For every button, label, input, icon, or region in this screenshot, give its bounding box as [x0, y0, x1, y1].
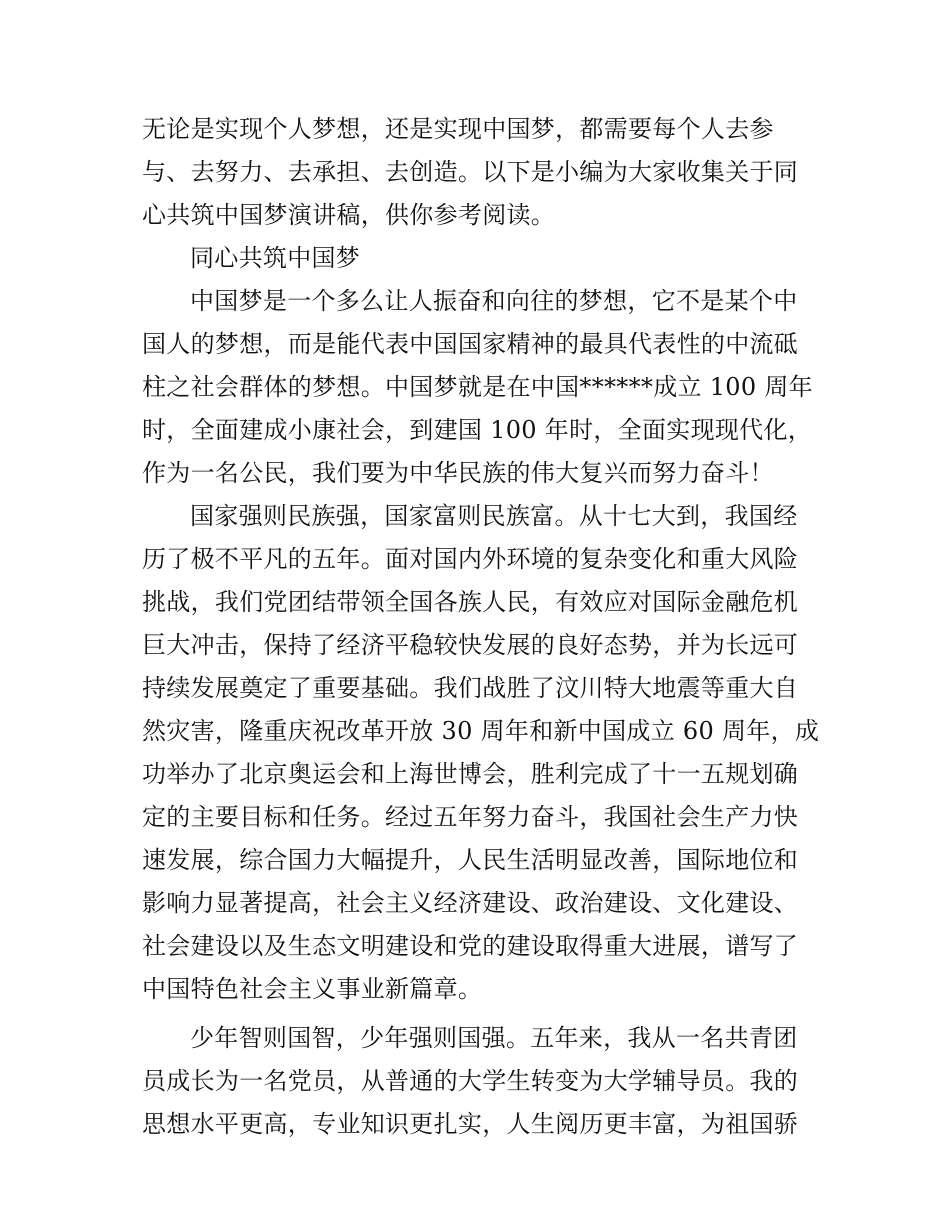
text-line: 中国特色社会主义事业新篇章。	[142, 975, 483, 1003]
text-line: 定的主要目标和任务。经过五年努力奋斗，我国社会生产力快	[142, 803, 799, 831]
text-line: 巨大冲击，保持了经济平稳较快发展的良好态势，并为长远可	[142, 631, 799, 659]
text-line: 然灾害，隆重庆祝改革开放 30 周年和新中国成立 60 周年，成	[142, 717, 820, 745]
text-line: 社会建设以及生态文明建设和党的建设取得重大进展，谱写了	[142, 932, 799, 960]
text-line: 时，全面建成小康社会，到建国 100 年时，全面实现现代化，	[142, 416, 813, 444]
text-line: 功举办了北京奥运会和上海世博会，胜利完成了十一五规划确	[142, 760, 799, 788]
text-line: 国人的梦想，而是能代表中国国家精神的最具代表性的中流砥	[142, 330, 799, 358]
text-line: 与、去努力、去承担、去创造。以下是小编为大家收集关于同	[142, 158, 799, 186]
text-line: 作为一名公民，我们要为中华民族的伟大复兴而努力奋斗！	[142, 459, 774, 487]
text-line: 挑战，我们党团结带领全国各族人民，有效应对国际金融危机	[142, 588, 799, 616]
text-line: 少年智则国智，少年强则国强。五年来，我从一名共青团	[190, 1024, 798, 1052]
section-heading: 同心共筑中国梦	[190, 244, 361, 272]
text-line: 无论是实现个人梦想，还是实现中国梦，都需要每个人去参	[142, 115, 774, 143]
text-line: 柱之社会群体的梦想。中国梦就是在中国******成立 100 周年	[142, 373, 813, 401]
text-line: 心共筑中国梦演讲稿，供你参考阅读。	[142, 201, 556, 229]
text-line: 国家强则民族强，国家富则民族富。从十七大到，我国经	[190, 502, 798, 530]
text-line: 员成长为一名党员，从普通的大学生转变为大学辅导员。我的	[142, 1067, 799, 1095]
text-line: 历了极不平凡的五年。面对国内外环境的复杂变化和重大风险	[142, 545, 799, 573]
text-line: 思想水平更高，专业知识更扎实，人生阅历更丰富，为祖国骄	[142, 1110, 799, 1138]
document-body	[142, 108, 820, 1146]
text-line: 影响力显著提高，社会主义经济建设、政治建设、文化建设、	[142, 889, 799, 917]
text-line: 持续发展奠定了重要基础。我们战胜了汶川特大地震等重大自	[142, 674, 799, 702]
text-line: 中国梦是一个多么让人振奋和向往的梦想，它不是某个中	[190, 287, 798, 315]
text-line: 速发展，综合国力大幅提升，人民生活明显改善，国际地位和	[142, 846, 799, 874]
